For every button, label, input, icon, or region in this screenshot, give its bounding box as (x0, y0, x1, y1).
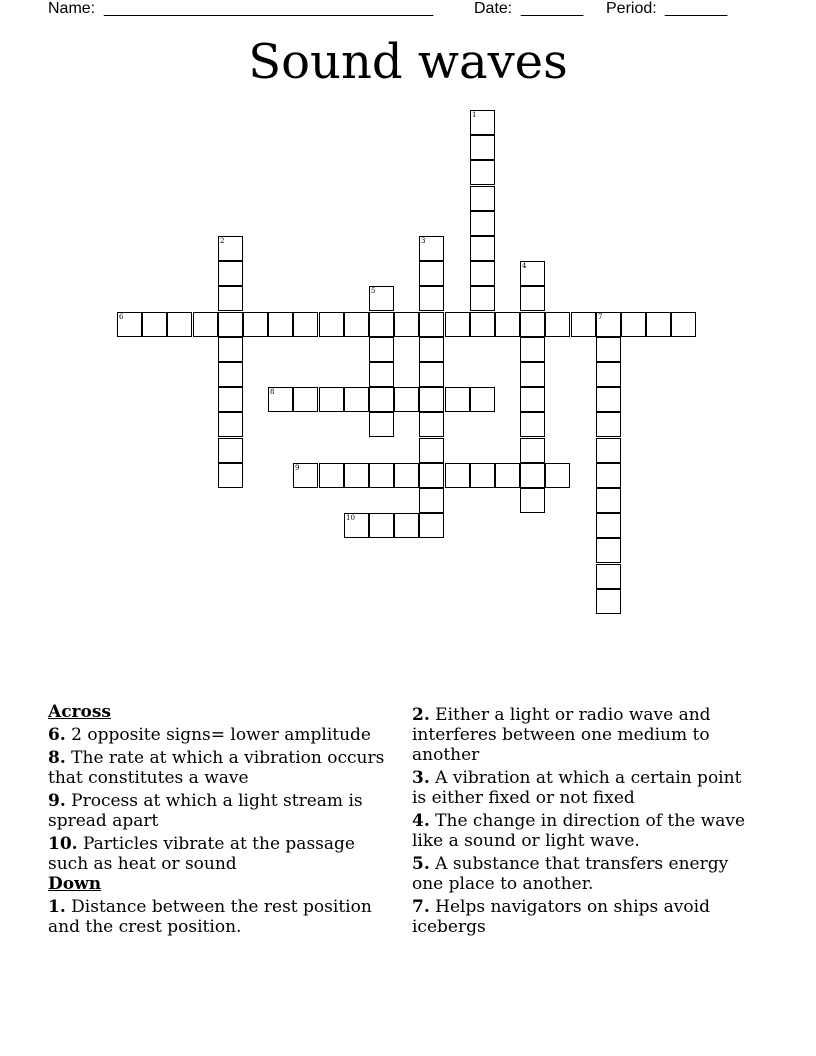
clue-text: Helps navigators on ships avoid icebergs (412, 897, 710, 937)
grid-cell[interactable] (646, 312, 671, 337)
grid-cell[interactable] (419, 312, 444, 337)
grid-cell[interactable] (218, 261, 243, 286)
grid-cell[interactable] (470, 261, 495, 286)
grid-cell[interactable] (319, 463, 344, 488)
name-label: Name: (48, 0, 96, 17)
clue-text: Particles vibrate at the passage such as heat or sound (48, 834, 355, 874)
grid-cell[interactable] (596, 362, 621, 387)
grid-cell[interactable] (218, 438, 243, 463)
grid-cell[interactable] (545, 312, 570, 337)
grid-cell[interactable] (596, 488, 621, 513)
grid-cell[interactable] (394, 513, 419, 538)
grid-cell[interactable] (470, 463, 495, 488)
grid-cell[interactable] (470, 110, 495, 135)
grid-cell[interactable] (520, 286, 545, 311)
clue-number-label: 10. (48, 834, 78, 854)
down-clue-list-continued (412, 705, 752, 937)
clue-number-label: 9. (48, 791, 66, 811)
grid-cell[interactable] (218, 337, 243, 362)
clue-number-label: 8. (48, 748, 66, 768)
clue-number-label: 7. (412, 897, 430, 917)
grid-cell[interactable] (218, 387, 243, 412)
grid-cell[interactable] (419, 236, 444, 261)
grid-cell[interactable] (142, 312, 167, 337)
grid-cell[interactable] (394, 312, 419, 337)
clue-number: 7 (598, 313, 603, 321)
grid-cell[interactable] (470, 312, 495, 337)
clue-item (412, 705, 752, 765)
clue-text: Distance between the rest position and the crest position. (48, 897, 372, 937)
grid-cell[interactable] (596, 589, 621, 614)
grid-cell[interactable] (571, 312, 596, 337)
grid-cell[interactable] (419, 362, 444, 387)
across-clue-list (48, 725, 396, 874)
grid-cell[interactable] (344, 463, 369, 488)
clue-text: Process at which a light stream is spread apart (48, 791, 363, 831)
grid-cell[interactable] (419, 488, 444, 513)
grid-cell[interactable] (445, 387, 470, 412)
grid-cell[interactable] (218, 412, 243, 437)
grid-cell[interactable] (520, 463, 545, 488)
clue-item (48, 791, 396, 831)
period-label: Period: (606, 0, 657, 17)
grid-cell[interactable] (545, 463, 570, 488)
clue-text: The rate at which a vibration occurs that constitutes a wave (48, 748, 385, 788)
clue-number: 9 (295, 464, 300, 472)
grid-cell[interactable] (293, 312, 318, 337)
across-heading: Across (48, 702, 111, 722)
grid-cell[interactable] (470, 211, 495, 236)
grid-cell[interactable] (596, 538, 621, 563)
down-heading: Down (48, 874, 102, 894)
grid-cell[interactable] (596, 337, 621, 362)
clue-item (412, 854, 752, 894)
clue-text: Either a light or radio wave and interferes between one medium to another (412, 705, 711, 765)
grid-cell[interactable] (596, 463, 621, 488)
grid-cell[interactable] (520, 387, 545, 412)
date-label: Date: (474, 0, 513, 17)
clue-number-label: 2. (412, 705, 430, 725)
grid-cell[interactable] (243, 312, 268, 337)
down-clue-list (48, 897, 396, 937)
clue-number-label: 5. (412, 854, 430, 874)
grid-cell[interactable] (319, 312, 344, 337)
grid-cell[interactable] (369, 387, 394, 412)
grid-cell[interactable] (470, 135, 495, 160)
grid-cell[interactable] (268, 387, 293, 412)
grid-cell[interactable] (369, 337, 394, 362)
grid-cell[interactable] (596, 412, 621, 437)
grid-cell[interactable] (445, 463, 470, 488)
grid-cell[interactable] (369, 513, 394, 538)
grid-cell[interactable] (419, 438, 444, 463)
clues-left-column (48, 702, 396, 937)
grid-cell[interactable] (495, 312, 520, 337)
grid-cell[interactable] (470, 387, 495, 412)
grid-cell[interactable] (596, 438, 621, 463)
grid-cell[interactable] (369, 463, 394, 488)
grid-cell[interactable] (218, 312, 243, 337)
grid-cell[interactable] (671, 312, 696, 337)
date-field[interactable]: _______ (521, 0, 584, 17)
clues-right-column (412, 702, 752, 937)
grid-cell[interactable] (394, 387, 419, 412)
grid-cell[interactable] (596, 564, 621, 589)
grid-cell[interactable] (419, 261, 444, 286)
clue-text: The change in direction of the wave like a sound or light wave. (412, 811, 746, 851)
grid-cell[interactable] (470, 236, 495, 261)
grid-cell[interactable] (344, 387, 369, 412)
clue-item (48, 725, 396, 745)
grid-cell[interactable] (218, 362, 243, 387)
grid-cell[interactable] (344, 312, 369, 337)
grid-cell[interactable] (621, 312, 646, 337)
grid-cell[interactable] (218, 236, 243, 261)
clue-number-label: 3. (412, 768, 430, 788)
grid-cell[interactable] (419, 387, 444, 412)
grid-cell[interactable] (394, 463, 419, 488)
period-field[interactable]: _______ (665, 0, 728, 17)
grid-cell[interactable] (117, 312, 142, 337)
grid-cell[interactable] (344, 513, 369, 538)
grid-cell[interactable] (419, 412, 444, 437)
grid-cell[interactable] (369, 312, 394, 337)
clue-number: 10 (346, 514, 355, 522)
grid-cell[interactable] (369, 286, 394, 311)
grid-cell[interactable] (268, 312, 293, 337)
grid-cell[interactable] (419, 513, 444, 538)
clue-text: 2 opposite signs= lower amplitude (65, 725, 371, 745)
grid-cell[interactable] (369, 412, 394, 437)
grid-cell[interactable] (193, 312, 218, 337)
grid-cell[interactable] (167, 312, 192, 337)
grid-cell[interactable] (319, 387, 344, 412)
clue-text: A vibration at which a certain point is either fixed or not fixed (412, 768, 742, 808)
grid-cell[interactable] (218, 286, 243, 311)
clue-item (48, 748, 396, 788)
clue-number-label: 1. (48, 897, 66, 917)
page-title: Sound waves (248, 34, 568, 90)
grid-cell[interactable] (520, 362, 545, 387)
grid-cell[interactable] (596, 513, 621, 538)
grid-cell[interactable] (369, 362, 394, 387)
clue-number: 6 (119, 313, 124, 321)
grid-cell[interactable] (520, 337, 545, 362)
grid-cell[interactable] (293, 463, 318, 488)
grid-cell[interactable] (419, 286, 444, 311)
clue-number: 5 (371, 287, 376, 295)
grid-cell[interactable] (470, 186, 495, 211)
grid-cell[interactable] (470, 160, 495, 185)
grid-cell[interactable] (495, 463, 520, 488)
grid-cell[interactable] (445, 312, 470, 337)
clue-number: 1 (472, 111, 477, 119)
grid-cell[interactable] (520, 438, 545, 463)
grid-cell[interactable] (520, 488, 545, 513)
clue-item (48, 897, 396, 937)
grid-cell[interactable] (293, 387, 318, 412)
grid-cell[interactable] (520, 312, 545, 337)
clue-number: 2 (220, 237, 225, 245)
clue-item (412, 897, 752, 937)
clue-number-label: 6. (48, 725, 66, 745)
grid-cell[interactable] (218, 463, 243, 488)
grid-cell[interactable] (419, 337, 444, 362)
grid-cell[interactable] (470, 286, 495, 311)
clue-text: A substance that transfers energy one place to another. (412, 854, 729, 894)
clue-number: 8 (270, 388, 275, 396)
grid-cell[interactable] (520, 261, 545, 286)
clue-item (48, 834, 396, 874)
grid-cell[interactable] (596, 312, 621, 337)
name-field[interactable]: _____________________________________ (104, 0, 434, 17)
clue-item (412, 768, 752, 808)
clue-item (412, 811, 752, 851)
clue-number: 3 (421, 237, 426, 245)
grid-cell[interactable] (520, 412, 545, 437)
grid-cell[interactable] (596, 387, 621, 412)
clue-number-label: 4. (412, 811, 430, 831)
clue-number: 4 (522, 262, 527, 270)
grid-cell[interactable] (419, 463, 444, 488)
